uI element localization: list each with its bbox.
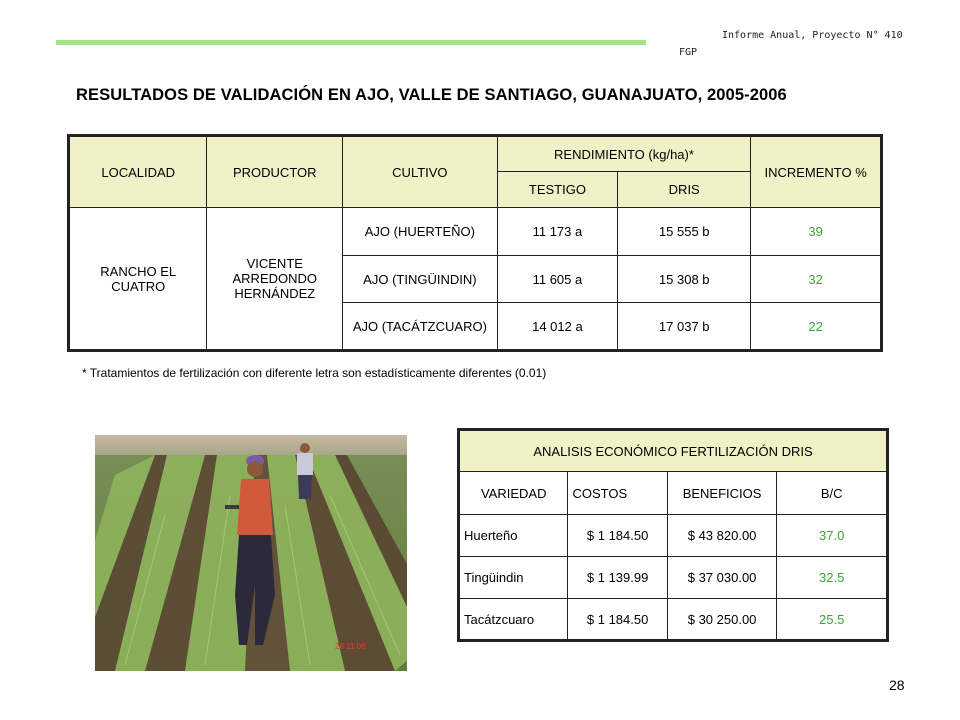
- bc-cell: 32.5: [777, 557, 888, 599]
- report-header-org: FGP: [679, 47, 698, 58]
- localidad-cell: RANCHO EL CUATRO: [69, 208, 207, 351]
- results-table: [67, 134, 883, 352]
- col-rendimiento: RENDIMIENTO (kg/ha)*: [497, 136, 751, 172]
- beneficios-cell: $ 43 820.00: [667, 515, 777, 557]
- report-header: Informe Anual, Proyecto N° 410: [722, 30, 903, 41]
- bc-cell: 37.0: [777, 515, 888, 557]
- col-cultivo: CULTIVO: [343, 136, 498, 208]
- incremento-cell: 22: [751, 303, 882, 351]
- variedad-cell: Tacátzcuaro: [459, 599, 568, 641]
- testigo-cell: 14 012 a: [497, 303, 617, 351]
- dris-cell: 17 037 b: [618, 303, 751, 351]
- footnote: * Tratamientos de fertilización con diferente letra son estadísticamente diferentes (0.01): [82, 366, 547, 380]
- testigo-cell: 11 173 a: [497, 208, 617, 256]
- garlic-field-photo: [95, 435, 407, 671]
- svg-text:28 11 06: 28 11 06: [335, 642, 366, 651]
- beneficios-cell: $ 30 250.00: [667, 599, 777, 641]
- col-beneficios: BENEFICIOS: [667, 472, 777, 515]
- economic-table-title: ANALISIS ECONÓMICO FERTILIZACIÓN DRIS: [459, 430, 888, 472]
- col-testigo: TESTIGO: [497, 172, 617, 208]
- col-dris: DRIS: [618, 172, 751, 208]
- cultivo-cell: AJO (TACÁTZCUARO): [343, 303, 498, 351]
- productor-cell: VICENTE ARREDONDO HERNÁNDEZ: [207, 208, 343, 351]
- col-bc: B/C: [777, 472, 888, 515]
- col-variedad: VARIEDAD: [459, 472, 568, 515]
- page-title: RESULTADOS DE VALIDACIÓN EN AJO, VALLE DE SANTIAGO, GUANAJUATO, 2005-2006: [76, 86, 787, 104]
- costos-cell: $ 1 184.50: [568, 515, 667, 557]
- col-localidad: LOCALIDAD: [69, 136, 207, 208]
- testigo-cell: 11 605 a: [497, 256, 617, 303]
- cultivo-cell: AJO (TINGÜINDIN): [343, 256, 498, 303]
- page-number: 28: [889, 677, 905, 693]
- costos-cell: $ 1 139.99: [568, 557, 667, 599]
- col-costos: COSTOS: [568, 472, 667, 515]
- col-incremento: INCREMENTO %: [751, 136, 882, 208]
- bc-cell: 25.5: [777, 599, 888, 641]
- costos-cell: $ 1 184.50: [568, 599, 667, 641]
- dris-cell: 15 555 b: [618, 208, 751, 256]
- beneficios-cell: $ 37 030.00: [667, 557, 777, 599]
- economic-table: [457, 428, 889, 642]
- incremento-cell: 39: [751, 208, 882, 256]
- header-rule: [56, 40, 646, 45]
- variedad-cell: Tingüindin: [459, 557, 568, 599]
- variedad-cell: Huerteño: [459, 515, 568, 557]
- col-productor: PRODUCTOR: [207, 136, 343, 208]
- incremento-cell: 32: [751, 256, 882, 303]
- dris-cell: 15 308 b: [618, 256, 751, 303]
- cultivo-cell: AJO (HUERTEÑO): [343, 208, 498, 256]
